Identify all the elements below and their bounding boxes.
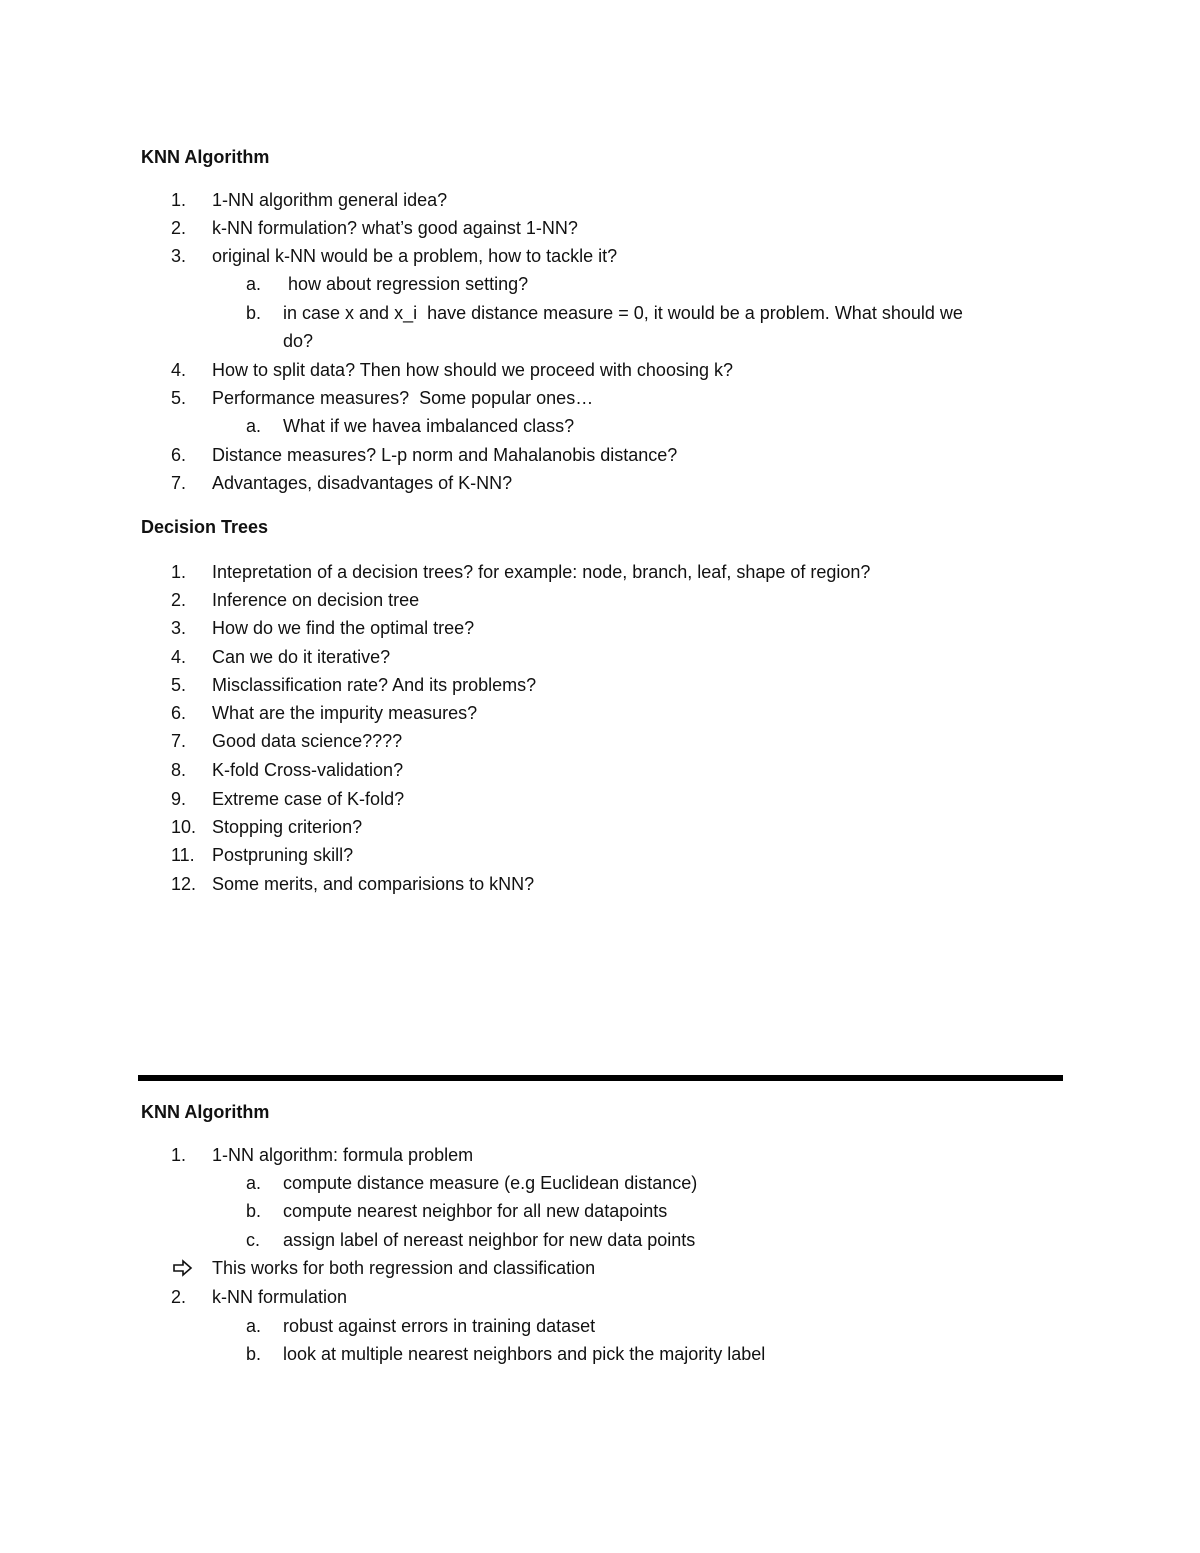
sub-list-letter: b.: [246, 1201, 262, 1221]
list-text: original k-NN would be a problem, how to tackle it?: [212, 246, 618, 266]
list-number: 9.: [171, 789, 187, 809]
list-number: 2.: [171, 1287, 187, 1307]
list-text: Extreme case of K-fold?: [212, 789, 405, 809]
list-number: 6.: [171, 703, 187, 723]
list-number: 10.: [171, 817, 197, 837]
list-text: Stopping criterion?: [212, 817, 363, 837]
sub-list-text: compute distance measure (e.g Euclidean distance): [283, 1173, 698, 1193]
sub-list-text: What if we havea imbalanced class?: [283, 416, 575, 436]
list-number: 2.: [171, 218, 187, 238]
list-number: 6.: [171, 445, 187, 465]
list-number: 5.: [171, 388, 187, 408]
sub-list-letter: a.: [246, 1316, 262, 1336]
list-number: 11.: [171, 845, 195, 865]
sub-list-letter: c.: [246, 1230, 261, 1250]
list-number: 7.: [171, 473, 187, 493]
sub-list-text: robust against errors in training dataset: [283, 1316, 596, 1336]
list-text: k-NN formulation? what’s good against 1-NN?: [212, 218, 578, 238]
list-number: 4.: [171, 647, 187, 667]
list-text: Distance measures? L-p norm and Mahalanobis distance?: [212, 445, 678, 465]
list-text: Misclassification rate? And its problems?: [212, 675, 537, 695]
list-number: 1.: [171, 190, 187, 210]
section-heading-decision-trees: Decision Trees: [141, 517, 269, 537]
list-text: k-NN formulation: [212, 1287, 348, 1307]
list-text: Some merits, and comparisions to kNN?: [212, 874, 535, 894]
sub-list-text: how about regression setting?: [283, 274, 529, 294]
list-text: How to split data? Then how should we proceed with choosing k?: [212, 360, 733, 380]
list-number: 1.: [171, 562, 187, 582]
list-number: 5.: [171, 675, 187, 695]
list-number: 8.: [171, 760, 187, 780]
sub-list-letter: a.: [246, 1173, 262, 1193]
list-number: 1.: [171, 1145, 187, 1165]
hollow-right-arrow-icon: [172, 1256, 194, 1280]
list-number: 12.: [171, 874, 197, 894]
section-heading-knn-answers: KNN Algorithm: [141, 1102, 270, 1122]
sub-list-letter: b.: [246, 303, 262, 323]
sub-list-text: compute nearest neighbor for all new datapoints: [283, 1201, 668, 1221]
list-text: What are the impurity measures?: [212, 703, 478, 723]
sub-list-text: assign label of nereast neighbor for new data points: [283, 1230, 696, 1250]
sub-list-text-continued: do?: [283, 331, 314, 351]
list-text: Good data science????: [212, 731, 403, 751]
list-text: Can we do it iterative?: [212, 647, 391, 667]
sub-list-letter: a.: [246, 274, 262, 294]
list-text: Inference on decision tree: [212, 590, 420, 610]
list-number: 3.: [171, 618, 187, 638]
list-number: 2.: [171, 590, 187, 610]
list-text: Performance measures? Some popular ones…: [212, 388, 594, 408]
list-number: 4.: [171, 360, 187, 380]
sub-list-text: in case x and x_i have distance measure = 0, it would be a problem. What should we: [283, 303, 963, 323]
list-text: 1-NN algorithm general idea?: [212, 190, 448, 210]
list-text: How do we find the optimal tree?: [212, 618, 475, 638]
list-text: K-fold Cross-validation?: [212, 760, 404, 780]
horizontal-divider: [138, 1075, 1063, 1081]
sub-list-letter: a.: [246, 416, 262, 436]
arrow-note-text: This works for both regression and classification: [212, 1258, 596, 1278]
list-text: Postpruning skill?: [212, 845, 354, 865]
sub-list-text: look at multiple nearest neighbors and pick the majority label: [283, 1344, 766, 1364]
list-text: 1-NN algorithm: formula problem: [212, 1145, 474, 1165]
list-number: 3.: [171, 246, 187, 266]
section-heading-knn: KNN Algorithm: [141, 147, 270, 167]
list-number: 7.: [171, 731, 187, 751]
list-text: Advantages, disadvantages of K-NN?: [212, 473, 513, 493]
sub-list-letter: b.: [246, 1344, 262, 1364]
list-text: Intepretation of a decision trees? for example: node, branch, leaf, shape of region?: [212, 562, 871, 582]
